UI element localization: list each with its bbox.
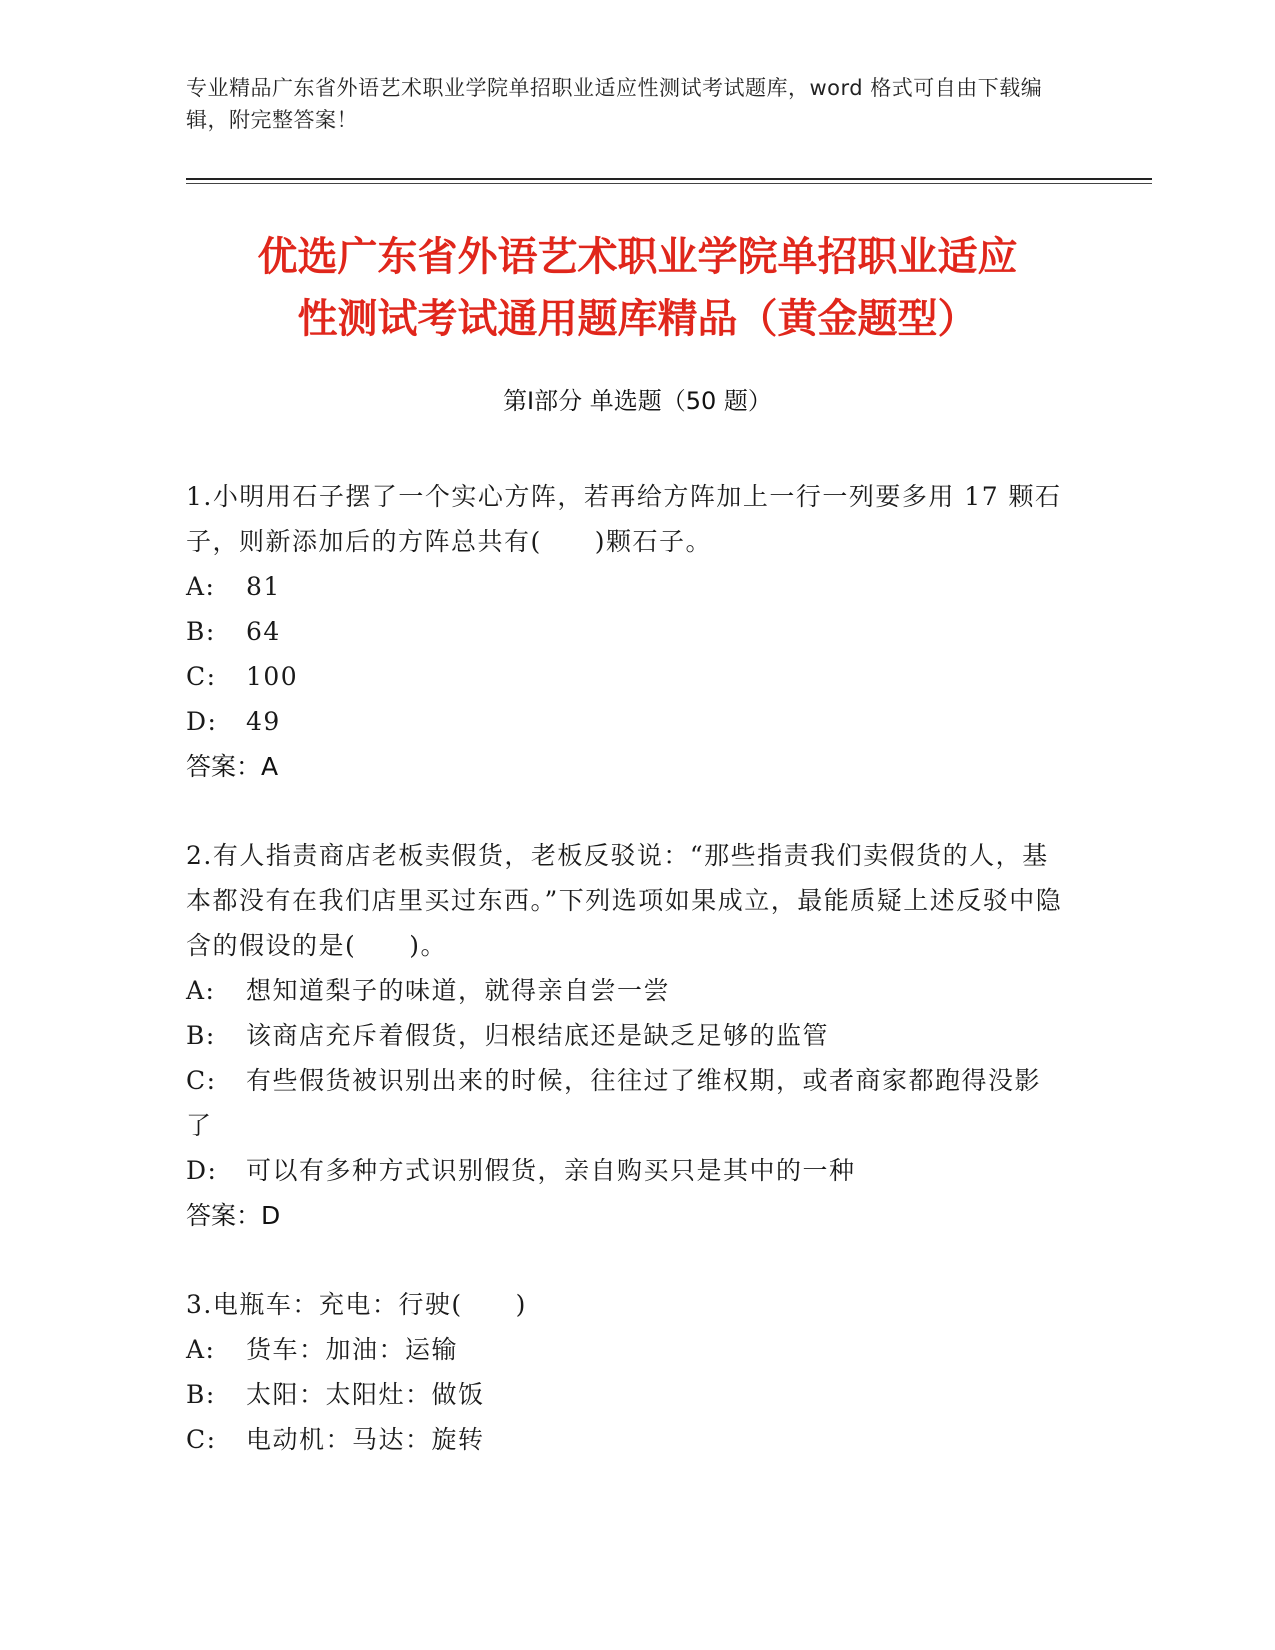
option-c [186, 1058, 1066, 1148]
question-stem: 2.有人指责商店老板卖假货，老板反驳说：“那些指责我们卖假货的人，基本都没有在我们店里买过东西。”下列选项如果成立，最能质疑上述反驳中隐含的假设的是( )。 [186, 841, 1063, 960]
option-key: C: [186, 662, 217, 691]
header-note: 专业精品广东省外语艺术职业学院单招职业适应性测试考试题库，word 格式可自由下载编辑，附完整答案！ [186, 76, 1043, 132]
question-list [186, 474, 1066, 1506]
header-rule-thin [186, 183, 1152, 184]
option-d [186, 699, 1066, 744]
option-text: 可以有多种方式识别假货，亲自购买只是其中的一种 [246, 1156, 856, 1185]
option-c [186, 654, 1066, 699]
option-key: C: [186, 1066, 217, 1095]
option-key: D: [186, 707, 218, 736]
option-a [186, 564, 1066, 609]
option-text: 货车：加油：运输 [246, 1335, 459, 1364]
option-key: C: [186, 1425, 217, 1454]
option-b [186, 1013, 1066, 1058]
option-key: B: [186, 1021, 216, 1050]
question-1 [186, 474, 1066, 789]
option-text: 64 [246, 617, 281, 646]
document-title-line-1: 优选广东省外语艺术职业学院单招职业适应 [257, 234, 1018, 280]
option-text: 电动机：马达：旋转 [246, 1425, 485, 1454]
question-3 [186, 1282, 1066, 1462]
header-rule [186, 178, 1152, 180]
option-key: A: [186, 976, 216, 1005]
option-text: 有些假货被识别出来的时候，往往过了维权期，或者商家都跑得没影了 [186, 1066, 1042, 1140]
option-key: A: [186, 572, 216, 601]
question-2 [186, 833, 1066, 1238]
question-stem: 3.电瓶车：充电：行驶( ) [186, 1290, 527, 1319]
option-text: 49 [246, 707, 281, 736]
option-a [186, 1327, 1066, 1372]
option-b [186, 609, 1066, 654]
option-d [186, 1148, 1066, 1193]
option-key: B: [186, 617, 216, 646]
option-text: 太阳：太阳灶：做饭 [246, 1380, 485, 1409]
answer-label: 答案：A [186, 752, 279, 781]
answer-label: 答案：D [186, 1201, 281, 1230]
option-text: 该商店充斥着假货，归根结底还是缺乏足够的监管 [246, 1021, 830, 1050]
option-key: D: [186, 1156, 218, 1185]
document-title-line-2: 性测试考试通用题库精品（黄金题型） [297, 296, 978, 342]
option-a [186, 968, 1066, 1013]
option-key: B: [186, 1380, 216, 1409]
document-title [150, 226, 1125, 350]
section-title: 第Ⅰ部分 单选题（50 题） [503, 387, 772, 415]
option-key: A: [186, 1335, 216, 1364]
option-text: 100 [246, 662, 299, 691]
option-text: 81 [246, 572, 281, 601]
option-text: 想知道梨子的味道，就得亲自尝一尝 [246, 976, 671, 1005]
question-stem: 1.小明用石子摆了一个实心方阵，若再给方阵加上一行一列要多用 17 颗石子，则新添加后的方阵总共有( )颗石子。 [186, 482, 1062, 556]
option-c [186, 1417, 1066, 1462]
option-b [186, 1372, 1066, 1417]
